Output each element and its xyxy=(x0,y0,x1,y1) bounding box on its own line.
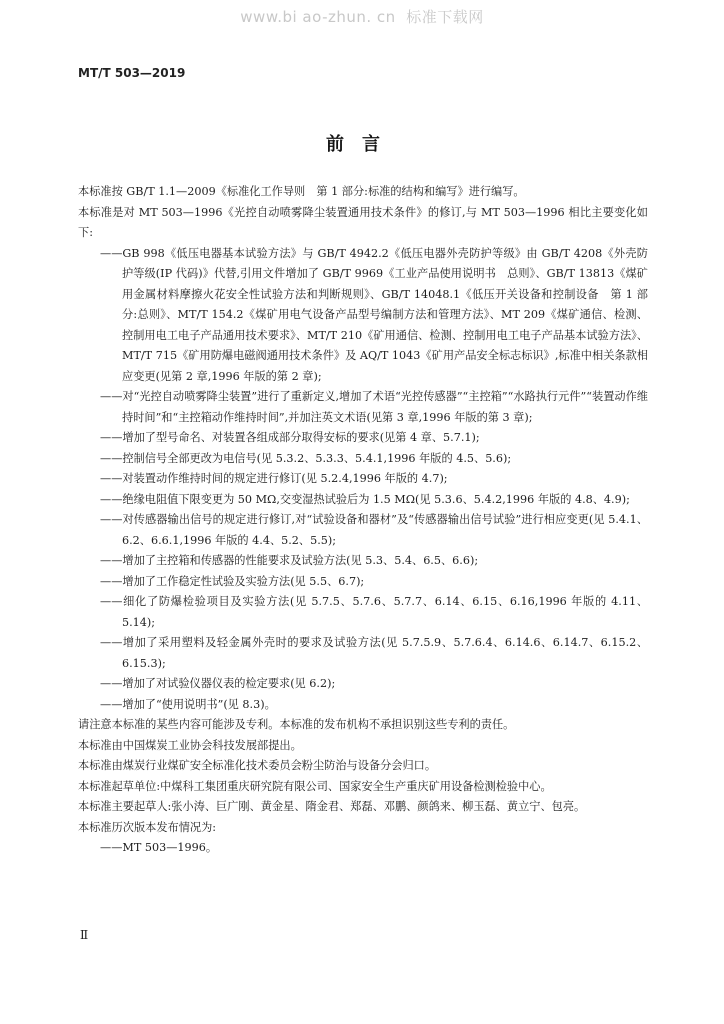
list-item: ——控制信号全部更改为电信号(见 5.3.2、5.3.3、5.4.1,1996 年版的 4.5、5.6); xyxy=(100,451,512,465)
paragraph: 本标准由中国煤炭工业协会科技发展部提出。 xyxy=(78,738,302,752)
list-item: ——对传感器输出信号的规定进行修订,对“试验设备和器材”及“传感器输出信号试验”进行相应变更(见 5.4.1、6.2、6.6.1,1996 年版的 4.4、5.2、5.5); xyxy=(100,513,648,547)
paragraph: 本标准主要起草人:张小涛、巨广刚、黄金星、隋金君、郑磊、邓鹏、颜鸽来、柳玉磊、黄立宁、包亮。 xyxy=(78,800,586,813)
page-number: Ⅱ xyxy=(80,928,89,942)
paragraph: 本标准历次版本发布情况为: xyxy=(78,820,217,834)
list-item: ——对装置动作维持时间的规定进行修订(见 5.2.4,1996 年版的 4.7); xyxy=(100,472,448,485)
standard-code: MT/T 503—2019 xyxy=(78,66,186,80)
paragraph: 本标准是对 MT 503—1996《光控自动喷雾降尘装置通用技术条件》的修订,与 MT 503—1996 相比主要变化如下: xyxy=(78,205,648,239)
list-item: ——增加了工作稳定性试验及实验方法(见 5.5、6.7); xyxy=(100,574,365,588)
page-title: 前言 xyxy=(326,134,398,155)
list-item: ——MT 503—1996。 xyxy=(100,841,218,854)
list-item: ——绝缘电阻值下限变更为 50 MΩ,交变湿热试验后为 1.5 MΩ(见 5.3.6、5.4.2,1996 年版的 4.8、4.9); xyxy=(100,492,630,506)
list-item: ——增加了“使用说明书”(见 8.3)。 xyxy=(100,697,276,711)
list-item: ——GB 998《低压电器基本试验方法》与 GB/T 4942.2《低压电器外壳防护等级》由 GB/T 4208《外壳防护等级(IP 代码)》代替,引用文件增加了 GB/T 9969《工业产品使用说明书 总则》、GB/T 13813《煤矿用金属材料摩擦火花安全性试验方法和判断规则》、GB/T 14048.1《低压开关设备和控制设备 第 1 部分:总则》、MT/T 154.2《煤矿用电气设备产品型号编制方法和管理方法》、MT 209《煤矿通信、检测、控制用电工电子产品通用技术要求》、MT/T 210《矿用通信、检测、控制用电工电子产品基本试验方法》、MT/T 715《矿用防爆电磁阀通用技术条件》及 AQ/T 1043《矿用产品安全标志标识》,标准中相关条款相应变更(见第 2 章,1996 年版的第 2 章); xyxy=(100,246,648,383)
foreword-body xyxy=(78,182,648,859)
paragraph: 本标准由煤炭行业煤矿安全标准化技术委员会粉尘防治与设备分会归口。 xyxy=(78,759,437,772)
site-watermark: www.bi ao-zhun. cn 标准下载网 xyxy=(240,8,484,26)
list-item: ——增加了主控箱和传感器的性能要求及试验方法(见 5.3、5.4、6.5、6.6); xyxy=(100,554,479,567)
list-item: ——增加了采用塑料及轻金属外壳时的要求及试验方法(见 5.7.5.9、5.7.6.4、6.14.6、6.14.7、6.15.2、6.15.3); xyxy=(100,636,648,670)
list-item: ——增加了对试验仪器仪表的检定要求(见 6.2); xyxy=(100,677,336,690)
paragraph: 本标准起草单位:中煤科工集团重庆研究院有限公司、国家安全生产重庆矿用设备检测检验中心。 xyxy=(78,779,552,793)
paragraph: 请注意本标准的某些内容可能涉及专利。本标准的发布机构不承担识别这些专利的责任。 xyxy=(78,718,515,731)
list-item: ——增加了型号命名、对装置各组成部分取得安标的要求(见第 4 章、5.7.1); xyxy=(100,431,480,444)
list-item: ——细化了防爆检验项目及实验方法(见 5.7.5、5.7.6、5.7.7、6.14、6.15、6.16,1996 年版的 4.11、5.14); xyxy=(100,595,648,629)
paragraph: 本标准按 GB/T 1.1—2009《标准化工作导则 第 1 部分:标准的结构和编写》进行编写。 xyxy=(78,185,525,198)
list-item: ——对“光控自动喷雾降尘装置”进行了重新定义,增加了术语“光控传感器”“主控箱”“水路执行元件”“装置动作维持时间”和“主控箱动作维持时间”,并加注英文术语(见第 3 章,1996 年版的第 3 章); xyxy=(100,390,648,424)
